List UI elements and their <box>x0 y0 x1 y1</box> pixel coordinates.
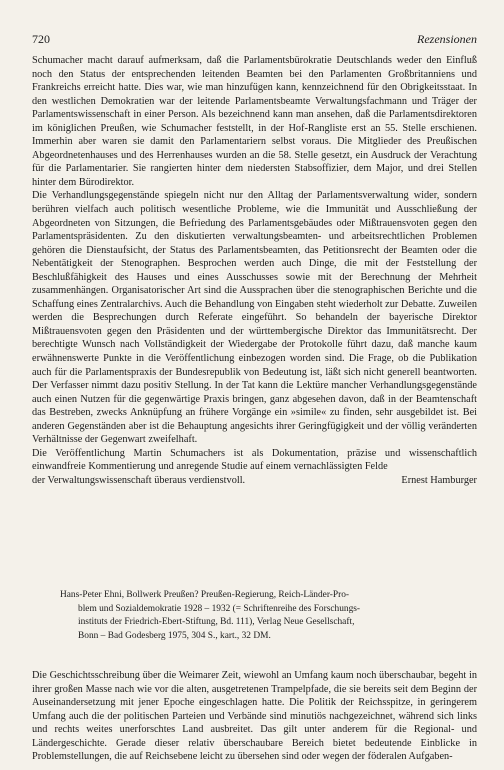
closing-line <box>32 474 477 488</box>
review-ehni-text <box>32 669 477 764</box>
page-number: 720 <box>32 32 50 46</box>
paragraph-ehni-1: Die Geschichtsschreibung über die Weimarer Zeit, wiewohl an Umfang kaum noch überschaubar, begeht in ihrer großen Masse nach wie vor die alten, ausgetretenen Trampelpfade, die sie bereits seit dem Beginn der Auseinandersetzung mit jener Epoche eingeschlagen hatte. Die Politik der Reichsspitze, in geringerem Umfang auch die der politischen Parteien und Verbände sind minutiös nachgezeichnet, während sich links und rechts weites unerforschtes Land ausbreitet. Das gilt unter anderem für die Regional- und Ländergeschichte. Gerade dieser relativ überschaubare Bereich bietet bedeutende Einblicke in Problemstellungen, die auf Reichsebene leicht zu übersehen sind oder wegen der föderalen Aufgaben- <box>32 670 477 763</box>
section-rubric: Rezensionen <box>417 32 477 46</box>
paragraph-1: Schumacher macht darauf aufmerksam, daß die Parlamentsbürokratie Deutschlands weder den Einfluß noch den Status der entsprechenden leitenden Beamten bei den Parlamenten Großbritanniens und Frankreichs erreicht hatte. Dies war, wie man hinzufügen kann, kennzeichnend für den Obrigkeitsstaat. In den westlichen Demokratien war der leitende Parlamentsbeamte Verwaltungsfachmann und Träger der Parlamentswissenschaft in einer Person. Als bezeichnend kann man ansehen, daß die Parlamentsdirektoren im königlichen Preußen, wie Schumacher feststellt, in der Hof-Rangliste erst an 55. Stelle erschienen. Immerhin aber waren sie damit den Parlamentariern selbst voraus. Die Mitglieder des Preußischen Abgeordnetenhauses und des Herrenhauses wurden an die 58. Stelle gesetzt, ein Ausdruck der Verachtung für die Parlamentarier. Sie rangierten hinter dem niedersten Stabsoffizier, dem Major, und drei Stellen hinter dem Bürodirektor. <box>32 55 477 188</box>
paragraph-2: Die Verhandlungsgegenstände spiegeln nicht nur den Alltag der Parlamentsverwaltung wider, sondern berühren vielfach auch politisch wesentliche Probleme, wie die Immunität und Ausschließung der Abgeordneten von Sitzungen, die Befriedung des Parlamentsgebäudes oder Mißtrauensvoten gegen den Parlamentspräsidenten. Zu den diskutierten verwaltungsbeamten- und arbeitsrechtlichen Problemen gehören die Dienstaufsicht, der Status des Parlamentsbeamten, das Petitionsrecht der Beamten oder die Nebentätigkeit der Stenographen. Besprochen werden auch Dinge, die mit der Feststellung der Beschlußfähigkeit des Hauses und eines Ausschusses sowie mit der Berechnung der Mehrheit zusammenhängen. Organisatorischer Art sind die Aussprachen über die stenographischen Berichte und die Schaffung eines Zentralarchivs. Auch die Behandlung von Eingaben steht wiederholt zur Debatte. Zuweilen werden die Besprechungen durch Referate eingeführt. So behandeln der bayerische Direktor Mißtrauensvoten gegen den Präsidenten und der württembergische Direktor das Immunitätsrecht. Der berechtigte Wunsch nach Vollständigkeit der Wiedergabe der Protokolle führt dazu, daß manche kaum erwähnenswerte Punkte in die Veröffentlichung einbezogen worden sind. Die Frage, ob die Publikation auch für die Parlamentspraxis der Bundesrepublik von Bedeutung ist, läßt sich nicht generell beantworten. Der Verfasser nimmt dazu positiv Stellung. In der Tat kann die Lektüre mancher Verhandlungsgegenstände auch einen Nutzen für die gegenwärtige Praxis bringen, ganz abgesehen davon, daß in der Beamtenschaft das Bestreben, zwecks Anknüpfung an frühere Vorgänge ein »simile« zu finden, sehr ausgebildet ist. Bei anderen Gegenständen aber ist die Behauptung angesichts ihrer Geringfügigkeit und der völlig veränderten Verhältnisse der Gegenwart zweifelhaft. <box>32 190 477 446</box>
reviewer-signature: Ernest Hamburger <box>401 474 477 486</box>
review-hamburger-text <box>32 54 477 488</box>
paragraph-3: Die Veröffentlichung Martin Schumachers ist als Dokumentation, präzise und wissenschaftlich einwandfreie Kommentierung und anregende Studie auf einem vernachlässigten Felde <box>32 447 477 473</box>
running-header <box>32 32 477 50</box>
book-reference <box>60 589 472 643</box>
reference-line-4: Bonn – Bad Godesberg 1975, 304 S., kart., 32 DM. <box>78 630 271 641</box>
reference-line-1: Hans-Peter Ehni, Bollwerk Preußen? Preußen-Regierung, Reich-Länder-Pro- <box>60 590 350 600</box>
closing-text: der Verwaltungswissenschaft überaus verdienstvoll. <box>32 474 246 486</box>
reference-line-3: instituts der Friedrich-Ebert-Stiftung, Bd. 111), Verlag Neue Gesellschaft, <box>78 617 355 628</box>
reference-line-2: blem und Sozialdemokratie 1928 – 1932 (= Schriftenreihe des Forschungs- <box>78 603 361 614</box>
